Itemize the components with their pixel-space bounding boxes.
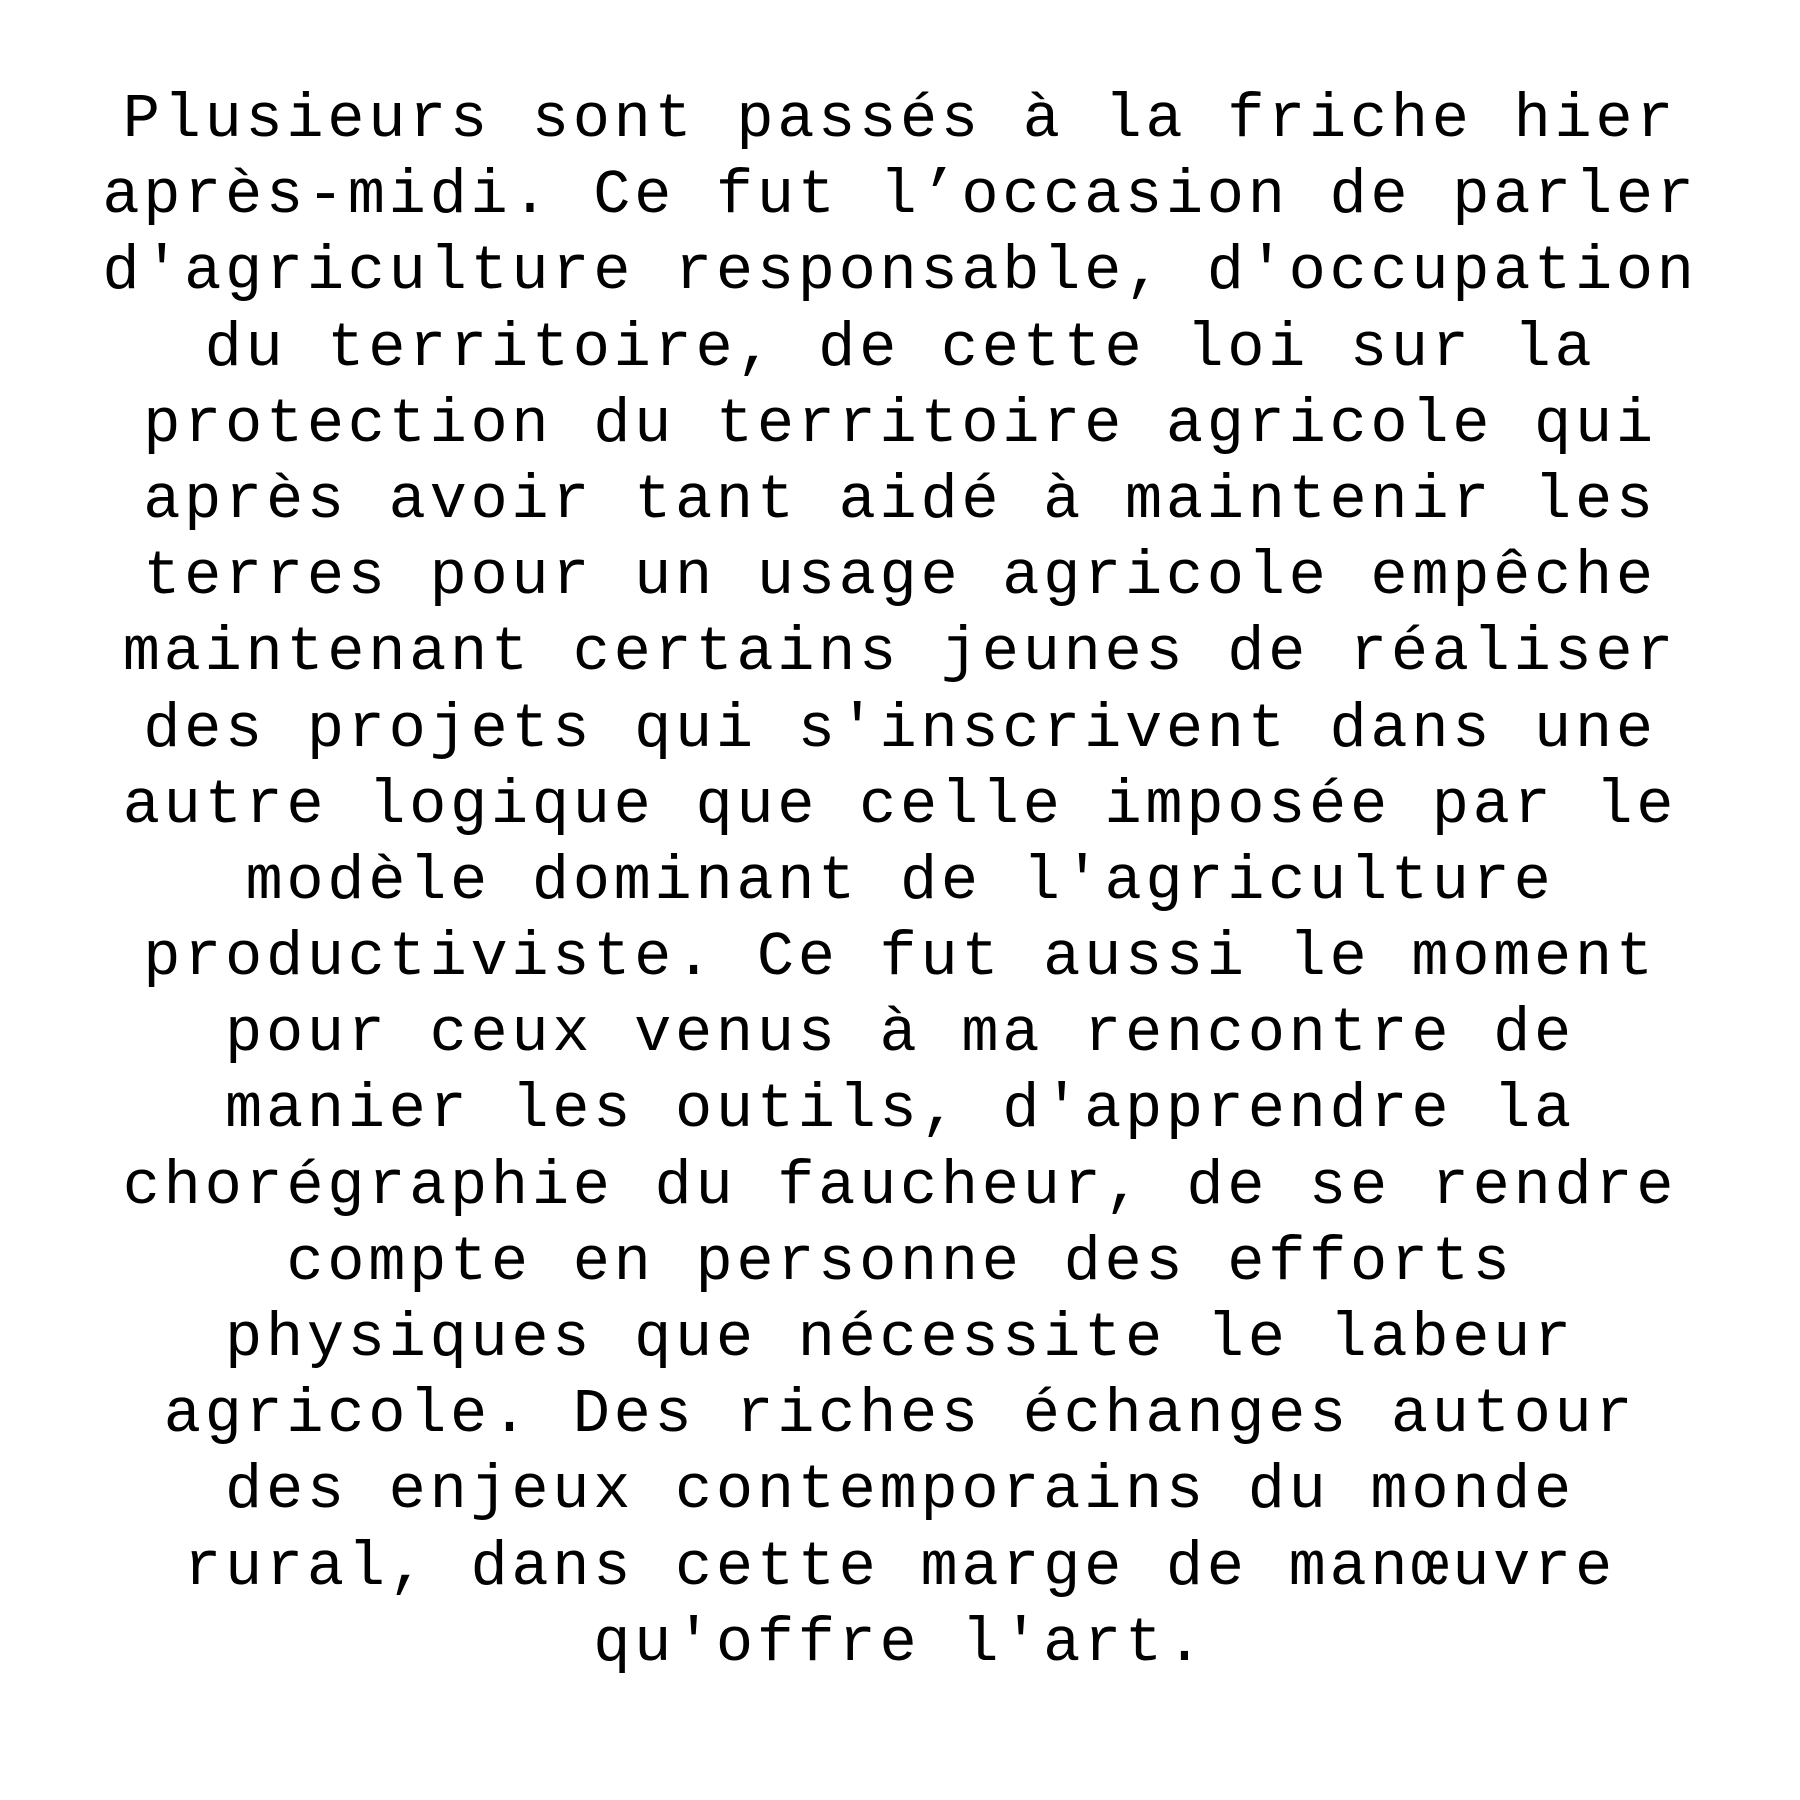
text-line: compte en personne des efforts (286, 1226, 1514, 1298)
text-line: des projets qui s'inscrivent dans une (143, 693, 1657, 765)
text-line: Plusieurs sont passés à la friche hier (122, 84, 1678, 155)
text-line: d'agriculture responsable, d'occupation (102, 236, 1698, 308)
text-line: maintenant certains jeunes de réaliser (122, 617, 1678, 689)
text-line: terres pour un usage agricole empêche (143, 541, 1657, 613)
text-line: manier les outils, d'apprendre la (225, 1074, 1575, 1146)
text-line: physiques que nécessite le labeur (225, 1303, 1575, 1374)
text-line: après avoir tant aidé à maintenir les (143, 464, 1657, 536)
text-line: des enjeux contemporains du monde (225, 1455, 1575, 1527)
text-line: pour ceux venus à ma rencontre de (225, 998, 1575, 1070)
text-line: rural, dans cette marge de manœuvre (184, 1531, 1616, 1603)
body-paragraph (0, 82, 1800, 1682)
text-line: chorégraphie du faucheur, de se rendre (122, 1150, 1678, 1222)
text-line: après-midi. Ce fut l’occasion de parler (102, 160, 1698, 232)
text-line: agricole. Des riches échanges autour (163, 1379, 1637, 1451)
text-line: protection du territoire agricole qui (143, 388, 1657, 460)
text-line: productiviste. Ce fut aussi le moment (143, 922, 1657, 994)
text-line: du territoire, de cette loi sur la (204, 312, 1596, 384)
text-line: modèle dominant de l'agriculture (245, 845, 1555, 917)
text-line: qu'offre l'art. (593, 1607, 1207, 1679)
text-line: autre logique que celle imposée par le (122, 769, 1678, 841)
